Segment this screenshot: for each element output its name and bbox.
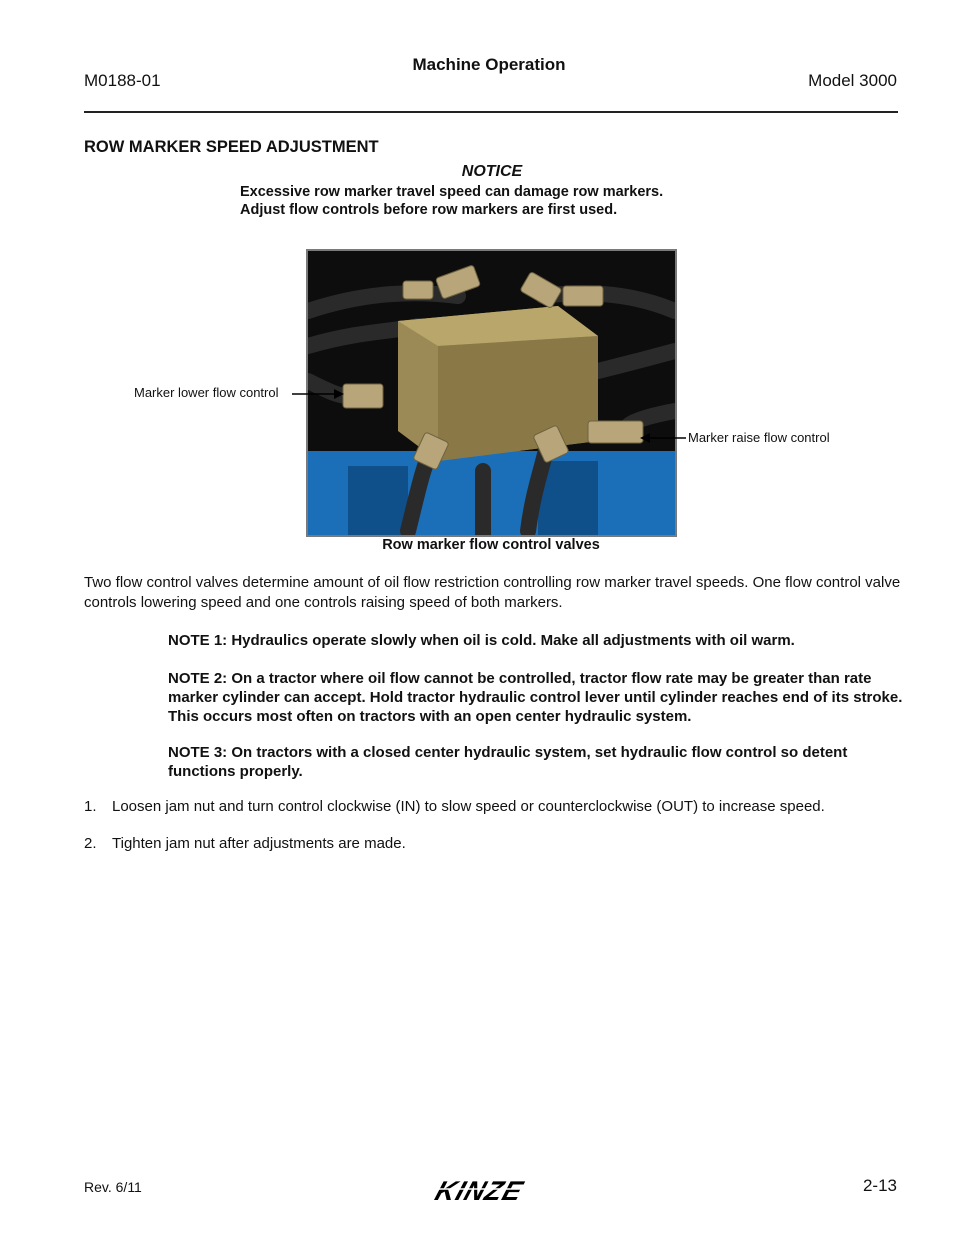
body-paragraph: Two flow control valves determine amount of oil flow restriction controlling row marker travel speeds. One flow control valve controls lowering speed and one controls raising speed of both markers. bbox=[84, 574, 901, 611]
step-item bbox=[84, 798, 904, 815]
callout-arrow-right bbox=[638, 431, 688, 445]
callout-arrow-left bbox=[290, 387, 346, 401]
step-text: Tighten jam nut after adjustments are made. bbox=[112, 835, 406, 852]
note-1: NOTE 1: Hydraulics operate slowly when oil is cold. Make all adjustments with oil warm. bbox=[168, 632, 795, 649]
model-name: Model 3000 bbox=[808, 71, 897, 90]
step-text: Loosen jam nut and turn control clockwise (IN) to slow speed or counterclockwise (OUT) to increase speed. bbox=[112, 798, 825, 815]
document-number: M0188-01 bbox=[84, 71, 161, 90]
notice-line: Excessive row marker travel speed can damage row markers. bbox=[240, 184, 664, 200]
notice-title: NOTICE bbox=[461, 163, 523, 180]
callout-raise-flow-control: Marker raise flow control bbox=[688, 430, 830, 445]
step-item bbox=[84, 835, 904, 852]
flow-control-valves-photo bbox=[306, 249, 677, 537]
callout-lower-flow-control: Marker lower flow control bbox=[134, 385, 279, 400]
header-divider bbox=[84, 111, 898, 113]
revision-label: Rev. 6/11 bbox=[84, 1179, 142, 1195]
figure-caption: Row marker flow control valves bbox=[382, 537, 600, 553]
step-number: 1. bbox=[84, 798, 97, 815]
kinze-logo bbox=[430, 1174, 550, 1206]
note-2: NOTE 2: On a tractor where oil flow cannot be controlled, tractor flow rate may be greater than rate marker cylinder can accept. Hold tractor hydraulic control lever until cylinder reaches end of its stroke. This occurs most often on tractors with an open center hydraulic system. bbox=[168, 670, 903, 725]
section-heading: Machine Operation bbox=[412, 55, 566, 74]
notice-line: Adjust flow controls before row markers are first used. bbox=[240, 202, 618, 218]
svg-text:KINZE: KINZE bbox=[431, 1175, 528, 1206]
page-title: ROW MARKER SPEED ADJUSTMENT bbox=[84, 138, 379, 156]
page-number: 2-13 bbox=[862, 1176, 897, 1195]
note-3: NOTE 3: On tractors with a closed center hydraulic system, set hydraulic flow control so detent functions properly. bbox=[168, 744, 848, 780]
step-number: 2. bbox=[84, 835, 97, 852]
